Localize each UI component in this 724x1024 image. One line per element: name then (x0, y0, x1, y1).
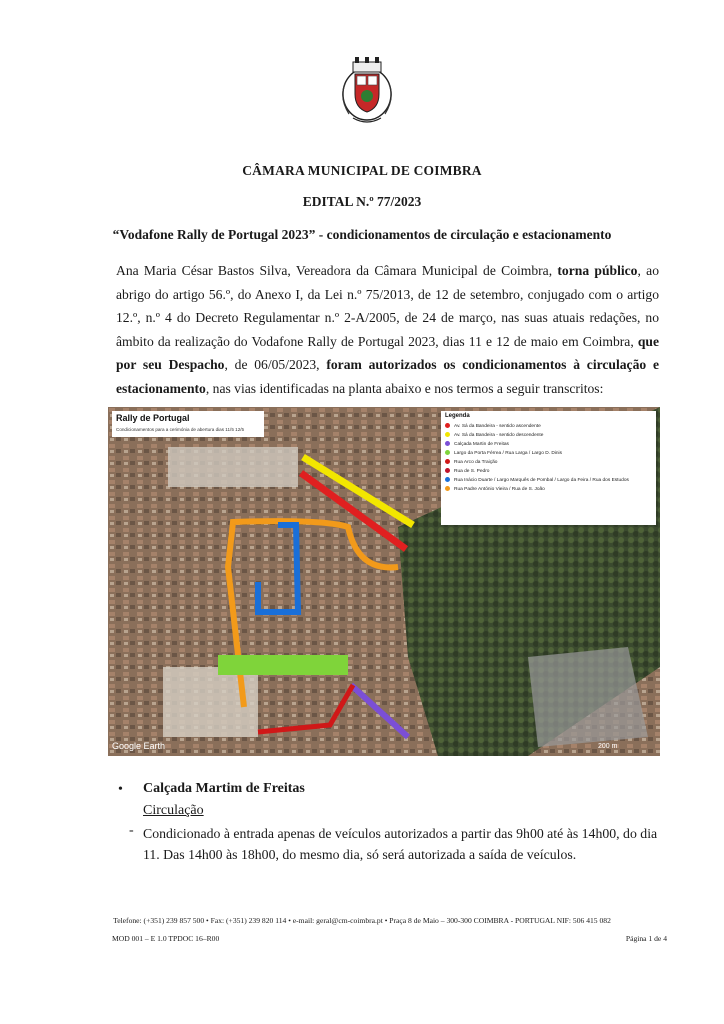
legend-item: Largo da Porta Férrea / Rua Larga / Largo D. Dinis (445, 450, 562, 459)
map-title-box (112, 411, 264, 437)
legend-item: Rua Inácio Duarte / Largo Marquês de Pombal / Largo da Feira / Rua dos Estudos (445, 477, 629, 486)
map-attribution: Google Earth (112, 741, 166, 751)
footer-page-number: Página 1 de 4 (625, 934, 667, 943)
legend-title: Legenda (445, 413, 470, 419)
legend-item: Rua de S. Pedro (445, 468, 489, 477)
legend-item: Rua Arco da Traição (445, 459, 497, 468)
map-subtitle: Condicionamentos para a cerimónia de abertura dias 11/5 12/5 (116, 427, 245, 432)
section-title: Calçada Martim de Freitas (143, 781, 305, 796)
legend-swatch (445, 468, 450, 473)
map-title: Rally de Portugal (116, 413, 190, 423)
section-text: Condicionado à entrada apenas de veículos autorizados a partir das 9h00 até às 14h00, do dia 11. Das 14h00 às 18h00, do mesmo dia, só será autorizada a saída de veículos. (143, 826, 658, 862)
legend-swatch (445, 441, 450, 446)
legend-swatch (445, 477, 450, 482)
section-bullet: • (118, 782, 123, 797)
legend-item: Av. Sá da Bandeira - sentido ascendente (445, 423, 541, 432)
legend-item: Calçada Martin de Freitas (445, 441, 509, 450)
legend-swatch (445, 432, 450, 437)
legend-swatch (445, 459, 450, 464)
list-dash: - (129, 823, 134, 838)
edital-subject: “Vodafone Rally de Portugal 2023” - condicionamentos de circulação e estacionamento (112, 227, 612, 242)
map-legend (441, 411, 656, 525)
section-subtitle: Circulação (143, 803, 204, 818)
footer-mod: MOD 001 – E 1.0 TPDOC 16–R00 (112, 934, 220, 943)
legend-swatch (445, 450, 450, 455)
edital-number: EDITAL N.º 77/2023 (302, 194, 422, 209)
institution-title: CÂMARA MUNICIPAL DE COIMBRA (242, 163, 482, 178)
legend-swatch (445, 486, 450, 491)
municipal-crest (331, 54, 403, 126)
legend-swatch (445, 423, 450, 428)
route-map (108, 407, 660, 756)
legend-item: Av. Sá da Bandeira - sentido descendente (445, 432, 543, 441)
intro-paragraph: Ana Maria César Bastos Silva, Vereadora da Câmara Municipal de Coimbra, torna público, ao abrigo do artigo 56.º, do Anexo I, da Lei n.º 75/2013, de 12 de setembro, conjugado com o artigo 12.º, n.º 4 do Decreto Regulamentar n.º 2-A/2005, de 24 de março, nas suas atuais redações, no âmbito da realização do Vodafone Rally de Portugal 2023, dias 11 e 12 de maio em Coimbra, que por seu Despacho, de 06/05/2023, foram autorizados os condicionamentos à circulação e estacionamento, nas vias identificadas na planta abaixo e nos termos a seguir transcritos: (116, 263, 659, 396)
footer-contacts: Telefone: (+351) 239 857 500 • Fax: (+351) 239 820 114 • e-mail: geral@cm-coimbra.pt • Praça 8 de Maio – 300-300 COIMBRA - PORTUGAL NIF: 506 415 082 (113, 916, 611, 925)
map-scale: 200 m (598, 743, 618, 750)
legend-item: Rua Padre António Vieira / Rua de S. João (445, 486, 545, 495)
